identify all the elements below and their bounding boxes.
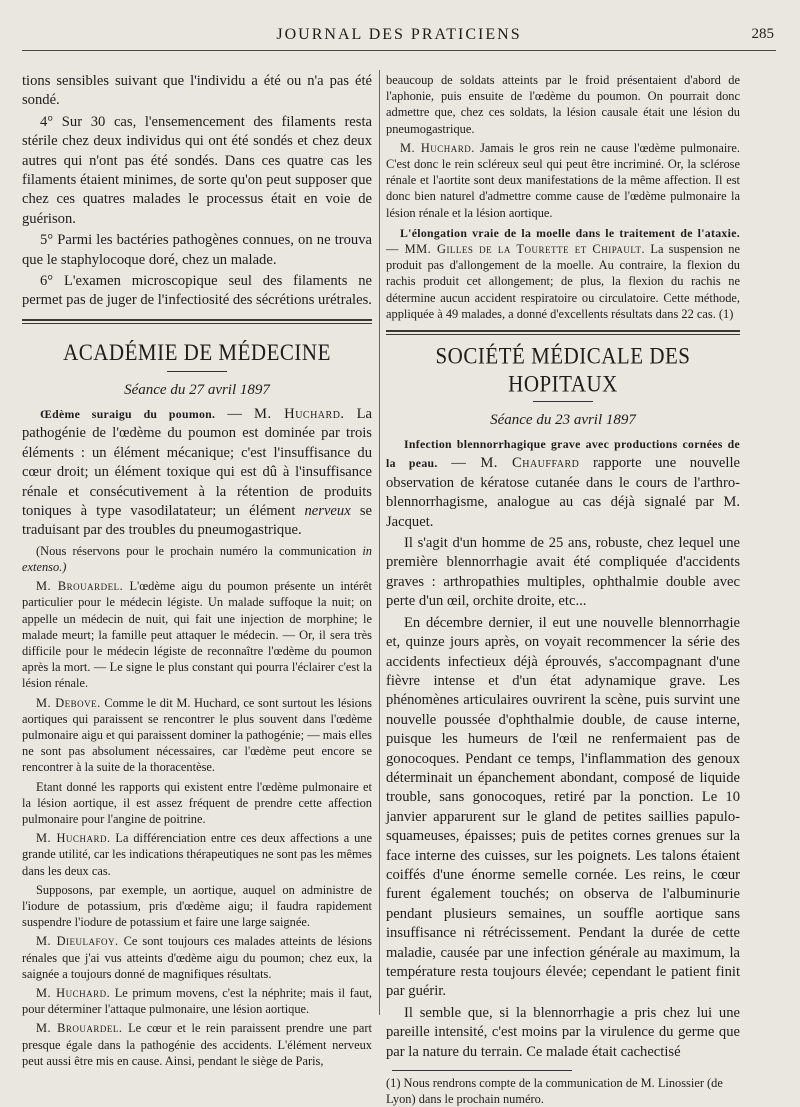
reserve-note-italic: in extenso.) — [22, 543, 372, 574]
section-separator — [22, 319, 372, 324]
elongation-paragraph — [386, 225, 740, 322]
debate-paragraph — [22, 779, 372, 828]
session-date: Séance du 27 avril 1897 — [124, 381, 270, 398]
continued-paragraph — [386, 72, 740, 137]
footnote-rule — [392, 1070, 572, 1071]
debate-paragraph — [22, 985, 372, 1017]
intro-paragraph: 5° Parmi les bactéries pathogènes connues, on ne trouva que le staphylocoque doré, chez un malade. — [22, 232, 372, 268]
debate-paragraph — [22, 933, 372, 982]
topic-title: Infection blennorrhagique grave avec productions cornées de la peau. — [386, 437, 740, 471]
title-underline — [167, 371, 227, 372]
debate-text: Jamais le gros rein ne cause l'œdème pulmonaire. C'est donc le rein scléreux seul qui peut être incriminé. Or, la sclérose rénale et l'aortite sont deux manifestations de la même affection. Il est donc bien naturel d'admettre comme cause de l'œdème pulmonaire la lésion rénale et la lésion aortique. — [386, 140, 740, 220]
intro-paragraph: tions sensibles suivant que l'individu a été ou n'a pas été sondé. — [22, 73, 372, 109]
elongation-topic: L'élongation vraie de la moelle dans le traitement de l'ataxie. — [400, 225, 740, 240]
debate-paragraph — [22, 882, 372, 931]
debate-text: Etant donné les rapports qui existent entre l'œdème pulmonaire et la lésion aortique, il est assez fréquent de prendre cette affection pulmonaire pour l'angine de poitrine. — [22, 779, 372, 826]
topic-title: Œdème suraigu du poumon. — [40, 406, 216, 421]
debate-paragraph — [22, 830, 372, 879]
debate-text: Supposons, par exemple, un aortique, auquel on administre de l'iodure de potassium, pris d'œdème aigu; il faudra rapidement suspendre l'iodure de potassium et faire une large saignée. — [22, 882, 372, 930]
debate-text: La différenciation entre ces deux affections a une grande utilité, car les indications thérapeutiques ne sont pas les mêmes dans les deux cas. — [22, 831, 372, 878]
debate-speaker: M. Debove. — [36, 695, 101, 710]
topic-text: rapporte une nouvelle observation de kératose cutanée dans le cours de l'arthro-blennorrhagisme, analogue au cas déjà signalé par M. Jacquet. — [386, 455, 740, 530]
topic-end: se traduisant par des troubles du pneumogastrique. — [22, 502, 372, 539]
reserve-note-text: (Nous réservons pour le prochain numéro la communication — [36, 543, 357, 558]
page-number: 285 — [751, 26, 774, 42]
body-paragraph: Il semble que, si la blennorrhagie a pris chez lui une pareille intensité, c'est moins par la virulence du germe que par la nature du terrain. Ce malade était cachectisé — [386, 1004, 740, 1060]
topic-paragraph — [386, 435, 740, 532]
debate-text: Le cœur et le rein paraissent prendre une part presque égale dans la pathogénie des accidents. L'élément nerveux peut aussi être mis en cause. Ainsi, pendant le siège de Paris, — [22, 1021, 372, 1068]
section-separator — [386, 330, 740, 335]
section-title-societe: SOCIÉTÉ MÉDICALE DES HOPITAUX — [435, 342, 691, 397]
intro-paragraph: 4° Sur 30 cas, l'ensemencement des filaments resta stérile chez deux individus qui ont été sondés et chez deux autres qui n'ont pas été sondés. Dans ces quatre cas les filaments étaient minimes, de sorte qu'on peut supposer que chez ces quatres malades le processus était en voie de guérison. — [22, 113, 372, 227]
elongation-text: La suspension ne produit pas d'allongement de la moelle. Au contraire, la flexion du rachis produit cet allongement; de plus, la flexion du rachis ne détermine aucun accident respiratoire ou circulatoire. Cette méthode, appliquée à 49 malades, a donné d'excellents résultats dans 22 cas. (1) — [386, 242, 740, 321]
debate-paragraph — [22, 695, 372, 776]
column-divider — [379, 70, 380, 1015]
debate-speaker: M. Huchard. — [36, 986, 111, 1000]
debate-text: Le primum movens, c'est la néphrite; mais il faut, pour déterminer l'attaque pulmonaire, une lésion aortique. — [22, 986, 372, 1017]
debate-text: beaucoup de soldats atteints par le froid présentaient d'abord de l'aphonie, puis ensuite de l'œdème du poumon. On pourrait donc admettre que, chez ces soldats, la lésion causale était une lésion du pneumogastrique. — [386, 73, 740, 136]
reserve-note — [22, 543, 372, 575]
intro-paragraph: 6° L'examen microscopique seul des filaments ne permet pas de juger de l'infectiosité des sécrétions urétrales. — [22, 273, 372, 309]
debate-text: Comme le dit M. Huchard, ce sont surtout les lésions aortiques qui paraissent se rencontrer le plus souvent dans l'œdème pulmonaire aigu et qui paraissent dominer la pathogénie; — mais elles ne sont pas absolument nécessaires, car l'œdème peut encore se rencontrer à la suite de la thoracentèse. — [22, 695, 372, 775]
journal-title: JOURNAL DES PRATICIENS — [276, 26, 522, 43]
running-header — [22, 24, 776, 51]
topic-paragraph: Œdème suraigu du poumon. — M. Huchard. La pathogénie de l'œdème du poumon est dominée par trois éléments : un élément mécanique; c'est l'insuffisance du cœur droit; un élément toxique qui est dû à l'insuffisance rénale et consécutivement à la rétention de produits toniques à type vasodilatateur; un élément nerveux se traduisant par des troubles du pneumogastrique. — [22, 405, 373, 539]
topic-speaker: M. Huchard. — [253, 405, 345, 422]
title-underline — [533, 401, 593, 402]
debate-paragraph — [386, 140, 740, 221]
left-column — [22, 72, 373, 1068]
session-date: Séance du 23 avril 1897 — [490, 412, 636, 429]
topic-speaker: — M. Chauffard — [451, 455, 580, 472]
elongation-speakers: — MM. Gilles de la Tourette et Chipault. — [386, 242, 646, 257]
topic-italic: nerveux — [304, 502, 351, 519]
body-paragraph: En décembre dernier, il eut une nouvelle blennorrhagie et, quinze jours après, on voyait recommencer la série des accidents infectieux déjà éprouvés, s'accompagnant d'une fièvre intense et d'un état adynamique grave. Les phénomènes articulaires ouvrirent la scène, puis survint une nouvelle poussée d'ophthalmie double, de cause interne, puisque les humeurs de l'œil ne renfermaient pas de gonocoques. Pendant ce temps, l'inflammation des genoux déterminait un épanchement abondant, composé de liquide trouble, sans gonocoques, retiré par la ponction. Le 10 janvier apparurent sur le gland de petites saillies papulo-squameuses, épaisses; puis de petites cornes grenues sur la face interne des cuisses, sur les poignets. Les talons étaient coiffés d'une énorme semelle cornée. Les reins, le cœur furent également touchés; on observa de l'albuminurie pendant plusieurs semaines, un souffle aortique sans insuffisance ni rétrécissement. Pendant la durée de cette maladie, causée par une infection générale au maximum, la température resta toujours élevée; cependant le patient finit par guérir. — [386, 614, 740, 1000]
debate-speaker: M. Brouardel. — [36, 1021, 123, 1036]
debate-text: Ce sont toujours ces malades atteints de lésions rénales que j'ai vus atteints d'œdème aigu du poumon; chez eux, la saignée a toujours donné de magnifiques résultats. — [22, 934, 372, 981]
footnote: (1) Nous rendrons compte de la communication de M. Linossier (de Lyon) dans le prochain numéro. — [386, 1076, 723, 1107]
debate-paragraph — [22, 578, 372, 691]
debate-paragraph — [22, 1020, 372, 1069]
debate-speaker: M. Dieulafoy. — [36, 934, 119, 949]
right-column — [386, 72, 740, 1107]
debate-speaker: M. Huchard. — [400, 140, 475, 155]
debate-speaker: M. Brouardel. — [36, 579, 124, 594]
body-paragraph: Il s'agit d'un homme de 25 ans, robuste, chez lequel une première blennorrhagie avait été compliquée d'accidents graves : arthropathies multiples, ophthalmie double avec perte d'un œil, orchite droite, etc... — [386, 535, 740, 610]
topic-text: La pathogénie de l'œdème du poumon est dominée par trois éléments : un élément mécanique; c'est l'insuffisance du cœur droit; un élément toxique qui est dû à l'insuffisance rénale et consécutivement à la rétention de produits toniques à type vasodilatateur; un élément — [22, 405, 373, 519]
debate-speaker: M. Huchard. — [36, 831, 111, 846]
debate-text: L'œdème aigu du poumon présente un intérêt particulier pour le médecin légiste. Un malade suffoque la nuit; on appelle un médecin de nuit, qui fait une injection de morphine; le malade meurt; la famille peut attaquer le médecin. — Or, il sera très difficile pour le médecin légiste de reconnaître l'œdème du poumon après la mort. — Le signe le plus constant qui pourra l'éclairer c'est la lésion rénale. — [22, 579, 372, 691]
section-title-academie: ACADÉMIE DE MÉDECINE — [63, 338, 331, 366]
